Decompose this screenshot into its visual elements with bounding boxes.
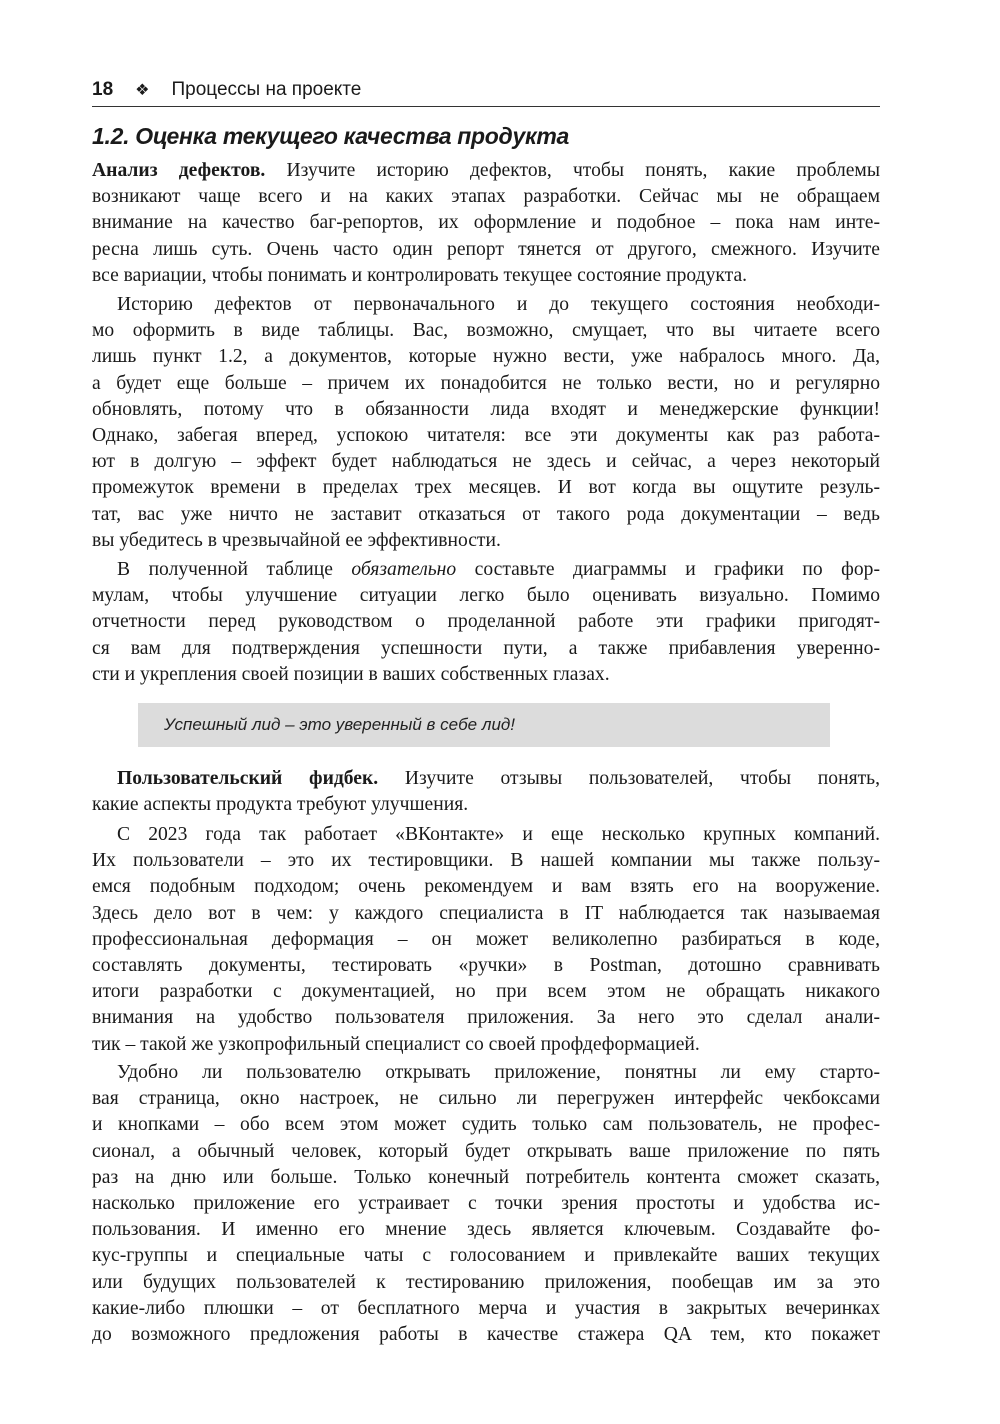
text-run: составьте диаграммы и графики по фор-: [456, 559, 880, 580]
text-line: вы убедитесь в чрезвычайной ее эффективности.: [92, 529, 501, 551]
text-line: и кнопками – обо всем этом может судить только сам пользователь, не профес-: [92, 1114, 880, 1136]
text-line: [92, 766, 880, 792]
text-line: мо оформить в виде таблицы. Вас, возможно, смущает, что вы читаете всего: [92, 320, 880, 342]
text-line: или будущих пользователей к тестированию приложения, пообещав им за это: [92, 1271, 880, 1293]
text-line: Историю дефектов от первоначального и до текущего состояния необходи-: [117, 294, 880, 315]
text-line: лишь пункт 1.2, а документов, которые нужно вести, уже набралось много. Да,: [92, 346, 880, 368]
text-line: ют в долгую – эффект будет наблюдаться не здесь и сейчас, а через некоторый: [92, 451, 880, 473]
text-line: Однако, забегая вперед, успокою читателя: все эти документы как раз работа-: [92, 424, 880, 446]
text-run: Изучите отзывы пользователей, чтобы понять,: [378, 768, 880, 789]
text-line: ресна лишь суть. Очень часто один репорт тянется от другого, смежного. Изучите: [92, 238, 880, 260]
text-line: ся вам для подтверждения успешности пути, а также прибавления уверенно-: [92, 637, 880, 659]
text-line: тик – такой же узкопрофильный специалист со своей профдеформацией.: [92, 1033, 700, 1055]
run-in-heading: Пользовательский фидбек.: [117, 768, 379, 789]
callout-quote: [138, 703, 830, 747]
text-line: Их пользователи – это их тестировщики. В нашей компании мы также пользу-: [92, 850, 880, 872]
text-line: вая страница, окно настроек, не сильно ли перегружен интерфейс чекбоксами: [92, 1088, 880, 1110]
ornament-icon: ❖: [135, 82, 150, 99]
text-line: Здесь дело вот в чем: у каждого специалиста в IT наблюдается так называемая: [92, 902, 880, 924]
text-line: сти и укрепления своей позиции в ваших собственных глазах.: [92, 663, 610, 685]
paragraph: [92, 158, 880, 289]
text-line: промежуток времени в пределах трех месяцев. И вот когда вы ощутите резуль-: [92, 477, 880, 499]
paragraph: [92, 1060, 880, 1348]
text-line: какие-либо плюшки – от бесплатного мерча и участия в закрытых вечеринках: [92, 1297, 880, 1319]
paragraph: [92, 822, 880, 1058]
running-header: [92, 76, 361, 104]
text-line: тат, вас уже ничто не заставит отказаться от такого рода документации – ведь: [92, 503, 880, 525]
text-line: внимание на качество баг-репортов, их оформление и подобное – пока нам инте-: [92, 212, 880, 234]
emphasis: обязательно: [351, 559, 457, 580]
running-title: Процессы на проекте: [171, 79, 362, 100]
text-line: обновлять, потому что в обязанности лида входят и менеджерские функции!: [92, 398, 880, 420]
text-line: внимания на удобство пользователя приложения. За него это сделал анали-: [92, 1007, 880, 1029]
text-line: какие аспекты продукта требуют улучшения.: [92, 794, 469, 816]
text-line: возникают чаще всего и на каких этапах разработки. Сейчас мы не обращаем: [92, 186, 880, 208]
section-title: 1.2. Оценка текущего качества продукта: [92, 123, 569, 149]
page-number: 18: [92, 79, 114, 100]
text-line: составлять документы, тестировать «ручки» в Postman, дотошно сравнивать: [92, 954, 880, 976]
text-line: сионал, а обычный человек, который будет открывать ваше приложение по пять: [92, 1140, 880, 1162]
text-line: С 2023 года так работает «ВКонтакте» и еще несколько крупных компаний.: [117, 824, 880, 845]
run-in-heading: Анализ дефектов.: [92, 160, 266, 181]
paragraph: [92, 557, 880, 688]
text-line: до возможного предложения работы в качестве стажера QA тем, кто покажет: [92, 1323, 880, 1345]
text-line: а будет еще больше – причем их понадобится не только вести, но и регулярно: [92, 372, 880, 394]
text-line: раз на дню или больше. Только конечный потребитель контента сможет сказать,: [92, 1166, 880, 1188]
callout-text: Успешный лид – это уверенный в себе лид!: [164, 715, 516, 734]
text-line: итоги разработки с документацией, но при всем этом не обращать никакого: [92, 981, 880, 1003]
header-rule: [92, 106, 880, 107]
text-line: профессиональная деформация – он может великолепно разбираться в коде,: [92, 928, 880, 950]
text-run: Изучите историю дефектов, чтобы понять, какие проблемы: [265, 160, 880, 181]
text-line: мулам, чтобы улучшение ситуации легко было оценивать визуально. Помимо: [92, 585, 880, 607]
text-line: [92, 158, 880, 184]
text-line: емся подобным подходом; очень рекомендуем и вам взять его на вооружение.: [92, 876, 880, 898]
text-line: [92, 557, 880, 583]
text-line: Удобно ли пользователю открывать приложение, понятны ли ему старто-: [117, 1062, 880, 1083]
text-line: кус-группы и специальные чаты с голосованием и привлекайте ваших текущих: [92, 1245, 880, 1267]
paragraph: [92, 292, 880, 554]
text-line: насколько приложение его устраивает с точки зрения простоты и удобства ис-: [92, 1192, 880, 1214]
text-line: отчетности перед руководством о проделанной работе эти графики пригодят-: [92, 611, 880, 633]
paragraph: [92, 766, 880, 818]
text-run: В полученной таблице: [117, 559, 352, 580]
text-line: пользования. И именно его мнение здесь является ключевым. Создавайте фо-: [92, 1219, 880, 1241]
text-line: все вариации, чтобы понимать и контролировать текущее состояние продукта.: [92, 264, 748, 286]
